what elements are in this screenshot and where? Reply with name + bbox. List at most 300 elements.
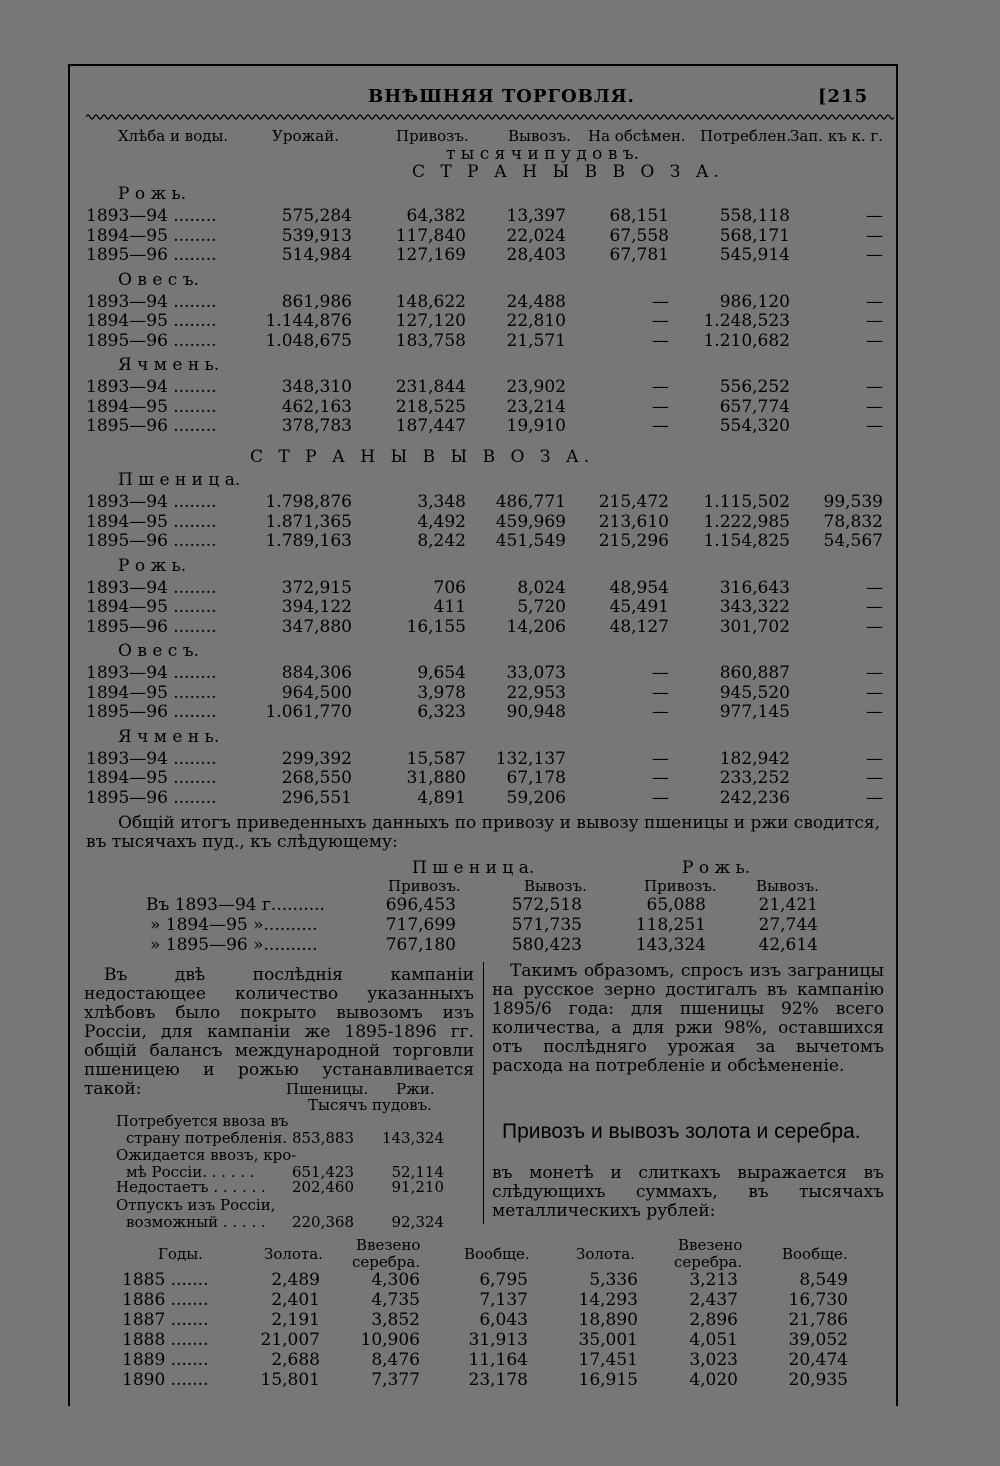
gold-h-gold-out: Золота. bbox=[576, 1245, 635, 1263]
gold-h-total-out: Вообще. bbox=[782, 1245, 848, 1263]
cell: 4,492 bbox=[417, 511, 466, 532]
row-label: 1894—95 ........ bbox=[86, 311, 217, 331]
gold-row bbox=[0, 1350, 1000, 1370]
gold-h-silver-out: серебра. bbox=[674, 1253, 743, 1271]
cell: 90,948 bbox=[506, 702, 566, 722]
gold-h-gold-in: Золота. bbox=[264, 1245, 323, 1263]
balance-rye: 91,210 bbox=[391, 1178, 444, 1196]
gold-cell: 31,913 bbox=[468, 1330, 528, 1350]
summary-label: » 1895—96 ».......... bbox=[150, 935, 318, 955]
cell: — bbox=[866, 206, 883, 226]
table-row bbox=[0, 578, 1000, 598]
gold-year: 1886 ....... bbox=[122, 1290, 209, 1310]
cell: 3,978 bbox=[417, 682, 466, 703]
cell: 22,024 bbox=[506, 225, 566, 246]
cell: 64,382 bbox=[406, 206, 466, 226]
cell: 1.222,985 bbox=[703, 511, 790, 532]
left-paragraph: Въ двѣ послѣднія кампаніи недостающее количество указанныхъ хлѣбовъ было покрыто вывозомъ изъ Россіи, для кампаніи же 1895-1896 гг. общій балансъ международной торговли пшеницею и рожью устанавливается такой: bbox=[84, 965, 474, 1099]
cell: 67,558 bbox=[609, 225, 669, 246]
cell: — bbox=[866, 377, 883, 397]
balance-label: Ожидается ввозъ, кро- bbox=[116, 1146, 297, 1164]
cell: — bbox=[866, 311, 883, 331]
row-label: 1893—94 ........ bbox=[86, 577, 217, 598]
cell: 1.248,523 bbox=[703, 311, 790, 331]
row-label: 1895—96 ........ bbox=[86, 531, 217, 551]
cell: 945,520 bbox=[719, 682, 790, 703]
cell: 22,810 bbox=[506, 311, 566, 331]
summary-cell: 717,699 bbox=[385, 915, 456, 935]
summary-h-export-rye: Вывозъ. bbox=[756, 877, 819, 895]
cell: — bbox=[652, 682, 669, 703]
gold-cell: 16,915 bbox=[578, 1370, 638, 1390]
summary-cell: 696,453 bbox=[385, 895, 456, 915]
table-row bbox=[0, 206, 1000, 226]
gold-cell: 10,906 bbox=[360, 1330, 420, 1350]
cell: 182,942 bbox=[719, 748, 790, 769]
summary-label: » 1894—95 ».......... bbox=[150, 915, 318, 935]
cell: 48,127 bbox=[609, 616, 669, 637]
cell: 378,783 bbox=[281, 416, 352, 436]
summary-h-import-rye: Привозъ. bbox=[644, 877, 717, 895]
cell: 1.871,365 bbox=[265, 511, 352, 532]
cell: 6,323 bbox=[417, 702, 466, 722]
cell: 568,171 bbox=[719, 225, 790, 246]
row-label: 1893—94 ........ bbox=[86, 663, 217, 683]
cell: 301,702 bbox=[719, 616, 790, 637]
gold-row bbox=[0, 1290, 1000, 1310]
table-row bbox=[0, 702, 1000, 722]
gold-cell: 6,043 bbox=[479, 1310, 528, 1330]
gold-cell: 4,020 bbox=[689, 1370, 738, 1390]
cell: — bbox=[652, 663, 669, 683]
table-row bbox=[0, 788, 1000, 808]
col-header-import: Привозъ. bbox=[396, 127, 469, 145]
cell: 861,986 bbox=[281, 291, 352, 312]
summary-cell: 580,423 bbox=[511, 935, 582, 955]
cell: — bbox=[866, 577, 883, 598]
cell: — bbox=[866, 768, 883, 788]
gold-year: 1888 ....... bbox=[122, 1330, 209, 1350]
cell: 3,348 bbox=[417, 492, 466, 512]
gold-cell: 3,213 bbox=[689, 1270, 738, 1290]
cell: 54,567 bbox=[823, 531, 883, 551]
gold-year: 1887 ....... bbox=[122, 1310, 209, 1330]
cell: — bbox=[652, 377, 669, 397]
balance-label-cont: мѣ Россіи. . . . . . bbox=[126, 1163, 255, 1181]
cell: 242,236 bbox=[719, 787, 790, 808]
summary-cell: 143,324 bbox=[635, 935, 706, 955]
cell: 218,525 bbox=[395, 396, 466, 417]
cell: — bbox=[866, 682, 883, 703]
row-label: 1895—96 ........ bbox=[86, 245, 217, 265]
gold-cell: 17,451 bbox=[578, 1350, 638, 1370]
cell: 23,902 bbox=[506, 377, 566, 397]
summary-row bbox=[0, 915, 1000, 935]
page-title: ВНѢШНЯЯ ТОРГОВЛЯ. bbox=[368, 86, 635, 107]
table-row bbox=[0, 292, 1000, 312]
cell: 8,242 bbox=[417, 531, 466, 551]
cell: 459,969 bbox=[495, 511, 566, 532]
gold-cell: 8,476 bbox=[371, 1350, 420, 1370]
cell: 33,073 bbox=[506, 663, 566, 683]
cell: — bbox=[652, 768, 669, 788]
section-name: Я ч м е н ь. bbox=[118, 726, 220, 747]
gold-h-exported: Ввезено bbox=[678, 1236, 743, 1254]
balance-wheat: 202,460 bbox=[291, 1178, 354, 1196]
cell: 348,310 bbox=[281, 377, 352, 397]
cell: 48,954 bbox=[609, 577, 669, 598]
cell: — bbox=[866, 597, 883, 617]
cell: 13,397 bbox=[506, 206, 566, 226]
cell: 1.115,502 bbox=[703, 492, 790, 512]
cell: 78,832 bbox=[823, 511, 883, 532]
gold-cell: 2,437 bbox=[689, 1290, 738, 1310]
row-label: 1895—96 ........ bbox=[86, 616, 217, 637]
row-label: 1894—95 ........ bbox=[86, 396, 217, 417]
gold-h-imported: Ввезено bbox=[356, 1236, 421, 1254]
table-row bbox=[0, 377, 1000, 397]
cell: — bbox=[652, 330, 669, 351]
gold-cell: 4,735 bbox=[371, 1290, 420, 1310]
cell: 9,654 bbox=[417, 663, 466, 683]
cell: — bbox=[652, 291, 669, 312]
cell: 296,551 bbox=[281, 787, 352, 808]
gold-cell: 8,549 bbox=[799, 1270, 848, 1290]
gold-cell: 14,293 bbox=[578, 1290, 638, 1310]
cell: 21,571 bbox=[506, 330, 566, 351]
gold-cell: 5,336 bbox=[589, 1270, 638, 1290]
balance-h-units: Тысячъ пудовъ. bbox=[308, 1096, 432, 1114]
cell: — bbox=[866, 225, 883, 246]
gold-cell: 21,007 bbox=[260, 1330, 320, 1350]
summary-row bbox=[0, 895, 1000, 915]
row-label: 1893—94 ........ bbox=[86, 206, 217, 226]
export-countries-heading: С Т Р А Н Ы В Ы В О З А. bbox=[250, 447, 595, 467]
row-label: 1894—95 ........ bbox=[86, 768, 217, 788]
section-heading bbox=[0, 556, 1000, 576]
cell: — bbox=[866, 245, 883, 265]
cell: 394,122 bbox=[281, 597, 352, 617]
cell: 99,539 bbox=[823, 492, 883, 512]
summary-h-import-wheat: Привозъ. bbox=[388, 877, 461, 895]
gold-cell: 16,730 bbox=[788, 1290, 848, 1310]
section-name: О в е с ъ. bbox=[118, 641, 199, 661]
section-heading bbox=[0, 641, 1000, 661]
gold-cell: 2,896 bbox=[689, 1310, 738, 1330]
row-label: 1893—94 ........ bbox=[86, 492, 217, 512]
section-heading bbox=[0, 184, 1000, 204]
cell: 67,178 bbox=[506, 768, 566, 788]
section-heading bbox=[0, 270, 1000, 290]
cell: 8,024 bbox=[517, 577, 566, 598]
summary-cell: 118,251 bbox=[635, 915, 706, 935]
summary-intro: Общій итогъ приведенныхъ данныхъ по привозу и вывозу пшеницы и ржи сводится, въ тысячахъ пуд., къ слѣдующему: bbox=[86, 813, 880, 852]
row-label: 1893—94 ........ bbox=[86, 377, 217, 397]
col-header-seeding: На обсѣмен. bbox=[588, 127, 686, 145]
cell: 1.154,825 bbox=[703, 531, 790, 551]
section-heading bbox=[0, 355, 1000, 375]
section-name: О в е с ъ. bbox=[118, 269, 199, 290]
balance-wheat: 220,368 bbox=[291, 1213, 354, 1231]
balance-rye: 92,324 bbox=[391, 1213, 444, 1231]
cell: 127,120 bbox=[395, 311, 466, 331]
cell: 884,306 bbox=[281, 663, 352, 683]
summary-cell: 571,735 bbox=[511, 915, 582, 935]
cell: 127,169 bbox=[395, 245, 466, 265]
cell: 117,840 bbox=[395, 225, 466, 246]
table-row bbox=[0, 416, 1000, 436]
cell: 1.789,163 bbox=[265, 531, 352, 551]
units-label: т ы с я ч и п у д о в ъ. bbox=[446, 144, 640, 164]
table-row bbox=[0, 768, 1000, 788]
gold-h-silver-in: серебра. bbox=[352, 1253, 421, 1271]
cell: — bbox=[652, 396, 669, 417]
cell: — bbox=[866, 396, 883, 417]
gold-row bbox=[0, 1270, 1000, 1290]
table-row bbox=[0, 331, 1000, 351]
cell: 31,880 bbox=[406, 768, 466, 788]
summary-cell: 27,744 bbox=[758, 915, 818, 935]
cell: 545,914 bbox=[719, 245, 790, 265]
cell: 706 bbox=[433, 577, 466, 598]
cell: 268,550 bbox=[281, 768, 352, 788]
cell: — bbox=[866, 616, 883, 637]
balance-label: Потребуется ввоза въ bbox=[116, 1112, 289, 1130]
gold-cell: 3,852 bbox=[371, 1310, 420, 1330]
table-row bbox=[0, 512, 1000, 532]
cell: 554,320 bbox=[719, 416, 790, 436]
table-row bbox=[0, 492, 1000, 512]
cell: 23,214 bbox=[506, 396, 566, 417]
section-name: П ш е н и ц а. bbox=[118, 470, 241, 490]
gold-cell: 20,474 bbox=[788, 1350, 848, 1370]
cell: 45,491 bbox=[609, 597, 669, 617]
summary-cell: 21,421 bbox=[758, 895, 818, 915]
row-label: 1895—96 ........ bbox=[86, 787, 217, 808]
gold-cell: 39,052 bbox=[788, 1330, 848, 1350]
row-label: 1894—95 ........ bbox=[86, 511, 217, 532]
cell: 1.798,876 bbox=[265, 492, 352, 512]
cell: 213,610 bbox=[598, 511, 669, 532]
cell: 657,774 bbox=[719, 396, 790, 417]
cell: 67,781 bbox=[609, 245, 669, 265]
cell: 231,844 bbox=[395, 377, 466, 397]
cell: — bbox=[652, 416, 669, 436]
row-label: 1895—96 ........ bbox=[86, 702, 217, 722]
cell: 14,206 bbox=[506, 616, 566, 637]
cell: 964,500 bbox=[281, 682, 352, 703]
gold-h-years: Годы. bbox=[158, 1245, 203, 1263]
gold-cell: 11,164 bbox=[468, 1350, 528, 1370]
row-label: 1895—96 ........ bbox=[86, 330, 217, 351]
cell: — bbox=[866, 663, 883, 683]
cell: 986,120 bbox=[719, 291, 790, 312]
cell: 860,887 bbox=[719, 663, 790, 683]
cell: 16,155 bbox=[406, 616, 466, 637]
column-divider bbox=[483, 962, 484, 1224]
gold-cell: 4,051 bbox=[689, 1330, 738, 1350]
cell: 514,984 bbox=[281, 245, 352, 265]
cell: 556,252 bbox=[719, 377, 790, 397]
gold-cell: 2,489 bbox=[271, 1270, 320, 1290]
balance-h-wheat: Пшеницы. bbox=[286, 1080, 369, 1098]
gold-row bbox=[0, 1310, 1000, 1330]
cell: — bbox=[866, 748, 883, 769]
balance-wheat: 853,883 bbox=[291, 1129, 354, 1147]
gold-cell: 21,786 bbox=[788, 1310, 848, 1330]
cell: 148,622 bbox=[395, 291, 466, 312]
summary-wheat-heading: П ш е н и ц а. bbox=[412, 858, 535, 878]
summary-cell: 65,088 bbox=[646, 895, 706, 915]
gold-year: 1885 ....... bbox=[122, 1270, 209, 1290]
table-row bbox=[0, 663, 1000, 683]
cell: 343,322 bbox=[719, 597, 790, 617]
table-row bbox=[0, 749, 1000, 769]
row-label: 1893—94 ........ bbox=[86, 748, 217, 769]
gold-cell: 35,001 bbox=[578, 1330, 638, 1350]
row-label: 1894—95 ........ bbox=[86, 225, 217, 246]
section-name: Я ч м е н ь. bbox=[118, 355, 220, 375]
summary-h-export-wheat: Вывозъ. bbox=[524, 877, 587, 895]
table-row bbox=[0, 226, 1000, 246]
cell: 1.210,682 bbox=[703, 330, 790, 351]
gold-heading: Привозъ и вывозъ золота и серебра. bbox=[502, 1120, 861, 1143]
cell: 187,447 bbox=[395, 416, 466, 436]
balance-label-cont: страну потребленія. bbox=[126, 1129, 288, 1147]
gold-h-total-in: Вообще. bbox=[464, 1245, 530, 1263]
row-label: 1893—94 ........ bbox=[86, 291, 217, 312]
row-label: 1894—95 ........ bbox=[86, 597, 217, 617]
summary-cell: 572,518 bbox=[511, 895, 582, 915]
col-header-grain: Хлѣба и воды. bbox=[118, 127, 229, 145]
row-label: 1895—96 ........ bbox=[86, 416, 217, 436]
table-row bbox=[0, 245, 1000, 265]
cell: — bbox=[652, 787, 669, 808]
balance-label-cont: возможный . . . . . bbox=[126, 1213, 266, 1231]
cell: 28,403 bbox=[506, 245, 566, 265]
gold-cell: 3,023 bbox=[689, 1350, 738, 1370]
balance-rye: 52,114 bbox=[391, 1163, 444, 1181]
cell: — bbox=[866, 787, 883, 808]
section-name: Р о ж ь. bbox=[118, 184, 187, 204]
cell: 59,206 bbox=[506, 787, 566, 808]
cell: 539,913 bbox=[281, 225, 352, 246]
cell: 5,720 bbox=[517, 597, 566, 617]
gold-cell: 7,137 bbox=[479, 1290, 528, 1310]
cell: 486,771 bbox=[495, 492, 566, 512]
cell: 1.061,770 bbox=[265, 702, 352, 722]
row-label: 1894—95 ........ bbox=[86, 682, 217, 703]
summary-cell: 42,614 bbox=[758, 935, 818, 955]
cell: 462,163 bbox=[281, 396, 352, 417]
cell: — bbox=[866, 330, 883, 351]
page-number: [215 bbox=[818, 86, 869, 107]
cell: 68,151 bbox=[609, 206, 669, 226]
cell: — bbox=[866, 291, 883, 312]
cell: 1.144,876 bbox=[265, 311, 352, 331]
cell: — bbox=[652, 311, 669, 331]
gold-cell: 20,935 bbox=[788, 1370, 848, 1390]
section-heading bbox=[0, 470, 1000, 490]
summary-rye-heading: Р о ж ь. bbox=[682, 858, 751, 878]
cell: 19,910 bbox=[506, 416, 566, 436]
cell: 575,284 bbox=[281, 206, 352, 226]
gold-cell: 7,377 bbox=[371, 1370, 420, 1390]
gold-cell: 6,795 bbox=[479, 1270, 528, 1290]
cell: 22,953 bbox=[506, 682, 566, 703]
summary-row bbox=[0, 935, 1000, 955]
gold-year: 1890 ....... bbox=[122, 1370, 209, 1390]
section-name: Р о ж ь. bbox=[118, 555, 187, 576]
gold-cell: 15,801 bbox=[260, 1370, 320, 1390]
col-header-harvest: Урожай. bbox=[272, 127, 339, 145]
cell: 372,915 bbox=[281, 577, 352, 598]
right-paragraph: Такимъ образомъ, спросъ изъ заграницы на русское зерно достигалъ въ кампанію 1895/6 года: для пшеницы 92% всего количества, а для ржи 98%, оставшихся отъ послѣдняго урожая за вычетомъ расхода на потребленіе и обсѣмененіе. bbox=[492, 961, 884, 1076]
cell: 299,392 bbox=[281, 748, 352, 769]
gold-cell: 2,191 bbox=[271, 1310, 320, 1330]
balance-wheat: 651,423 bbox=[291, 1163, 354, 1181]
cell: 24,488 bbox=[506, 291, 566, 312]
gold-row bbox=[0, 1370, 1000, 1390]
cell: 347,880 bbox=[281, 616, 352, 637]
balance-rye: 143,324 bbox=[381, 1129, 444, 1147]
cell: — bbox=[652, 748, 669, 769]
gold-cell: 18,890 bbox=[578, 1310, 638, 1330]
cell: 411 bbox=[433, 597, 466, 617]
cell: — bbox=[866, 702, 883, 722]
balance-label: Отпускъ изъ Россіи, bbox=[116, 1196, 276, 1214]
cell: 233,252 bbox=[719, 768, 790, 788]
wavy-divider bbox=[86, 112, 894, 122]
cell: 4,891 bbox=[417, 787, 466, 808]
summary-label: Въ 1893—94 г.......... bbox=[146, 895, 325, 915]
import-countries-heading: С Т Р А Н Ы В В О З А. bbox=[412, 162, 725, 182]
col-header-consumption: Потреблен. bbox=[700, 127, 792, 145]
table-row bbox=[0, 683, 1000, 703]
gold-cell: 4,306 bbox=[371, 1270, 420, 1290]
col-header-export: Вывозъ. bbox=[508, 127, 571, 145]
cell: — bbox=[866, 416, 883, 436]
gold-cell: 2,688 bbox=[271, 1350, 320, 1370]
summary-cell: 767,180 bbox=[385, 935, 456, 955]
cell: 215,472 bbox=[598, 492, 669, 512]
cell: 132,137 bbox=[495, 748, 566, 769]
cell: 451,549 bbox=[495, 531, 566, 551]
balance-h-rye: Ржи. bbox=[396, 1080, 435, 1098]
section-heading bbox=[0, 727, 1000, 747]
cell: 558,118 bbox=[719, 206, 790, 226]
gold-year: 1889 ....... bbox=[122, 1350, 209, 1370]
col-header-stock: Зап. къ к. г. bbox=[790, 127, 884, 145]
gold-cell: 23,178 bbox=[468, 1370, 528, 1390]
table-row bbox=[0, 311, 1000, 331]
cell: 183,758 bbox=[395, 330, 466, 351]
cell: 1.048,675 bbox=[265, 330, 352, 351]
table-row bbox=[0, 531, 1000, 551]
balance-label-cont: Недостаетъ . . . . . . bbox=[116, 1178, 266, 1196]
table-row bbox=[0, 397, 1000, 417]
cell: 215,296 bbox=[598, 531, 669, 551]
table-row bbox=[0, 617, 1000, 637]
cell: 15,587 bbox=[406, 748, 466, 769]
cell: 316,643 bbox=[719, 577, 790, 598]
gold-cell: 2,401 bbox=[271, 1290, 320, 1310]
cell: 977,145 bbox=[719, 702, 790, 722]
table-row bbox=[0, 597, 1000, 617]
cell: — bbox=[652, 702, 669, 722]
gold-row bbox=[0, 1330, 1000, 1350]
gold-intro: въ монетѣ и слиткахъ выражается въ слѣдующихъ суммахъ, въ тысячахъ металлическихъ рублей: bbox=[492, 1163, 884, 1221]
